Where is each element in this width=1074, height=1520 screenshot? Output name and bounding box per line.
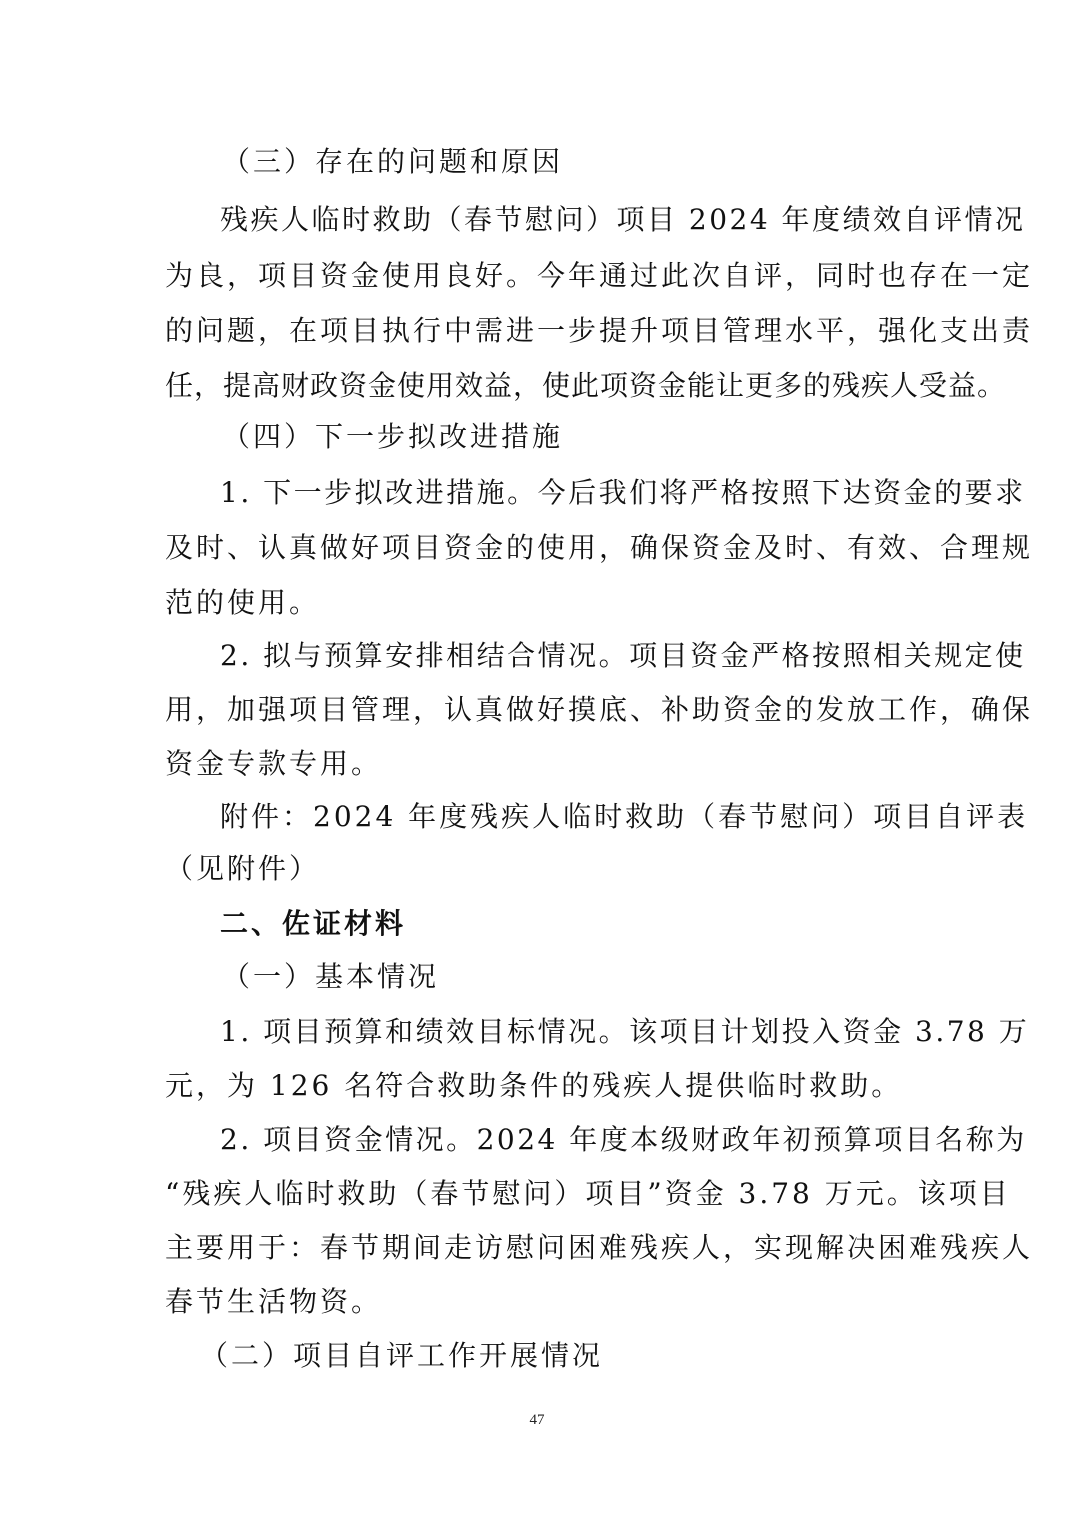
paragraph-line: 1. 项目预算和绩效目标情况。该项目计划投入资金 3.78 万 — [220, 1015, 1030, 1048]
paragraph-line: 资金专款专用。 — [165, 747, 383, 780]
paragraph-line: 2. 项目资金情况。2024 年度本级财政年初预算项目名称为 — [220, 1123, 1027, 1156]
page-number: 47 — [529, 1412, 545, 1428]
heading-basic: （一）基本情况 — [222, 960, 440, 993]
paragraph-line: 主要用于：春节期间走访慰问困难残疾人，实现解决困难残疾人 — [165, 1231, 1034, 1264]
paragraph-line: 的问题，在项目执行中需进一步提升项目管理水平，强化支出责 — [165, 314, 1034, 347]
paragraph-line: 及时、认真做好项目资金的使用，确保资金及时、有效、合理规 — [165, 531, 1034, 564]
paragraph-line: 用，加强项目管理，认真做好摸底、补助资金的发放工作，确保 — [165, 693, 1034, 726]
paragraph-line: 1. 下一步拟改进措施。今后我们将严格按照下达资金的要求 — [220, 476, 1026, 509]
paragraph-line: 春节生活物资。 — [165, 1285, 383, 1318]
paragraph-line: 为良，项目资金使用良好。今年通过此次自评，同时也存在一定 — [165, 259, 1034, 292]
heading-evidence: 二、佐证材料 — [220, 907, 407, 940]
paragraph-line: “残疾人临时救助（春节慰问）项目”资金 3.78 万元。该项目 — [165, 1177, 1011, 1210]
attachment-line: 附件：2024 年度残疾人临时救助（春节慰问）项目自评表 — [220, 800, 1029, 833]
paragraph-line: 元，为 126 名符合救助条件的残疾人提供临时救助。 — [165, 1069, 903, 1102]
paragraph-line: 任，提高财政资金使用效益，使此项资金能让更多的残疾人受益。 — [165, 369, 1007, 402]
paragraph-line: 范的使用。 — [165, 586, 321, 619]
paragraph-line: 2. 拟与预算安排相结合情况。项目资金严格按照相关规定使 — [220, 639, 1026, 672]
paragraph-line: 残疾人临时救助（春节慰问）项目 2024 年度绩效自评情况 — [220, 203, 1026, 236]
heading-improvements: （四）下一步拟改进措施 — [222, 420, 564, 453]
attachment-line: （见附件） — [165, 852, 321, 885]
heading-problems: （三）存在的问题和原因 — [222, 145, 564, 178]
heading-self-evaluation: （二）项目自评工作开展情况 — [200, 1339, 604, 1372]
